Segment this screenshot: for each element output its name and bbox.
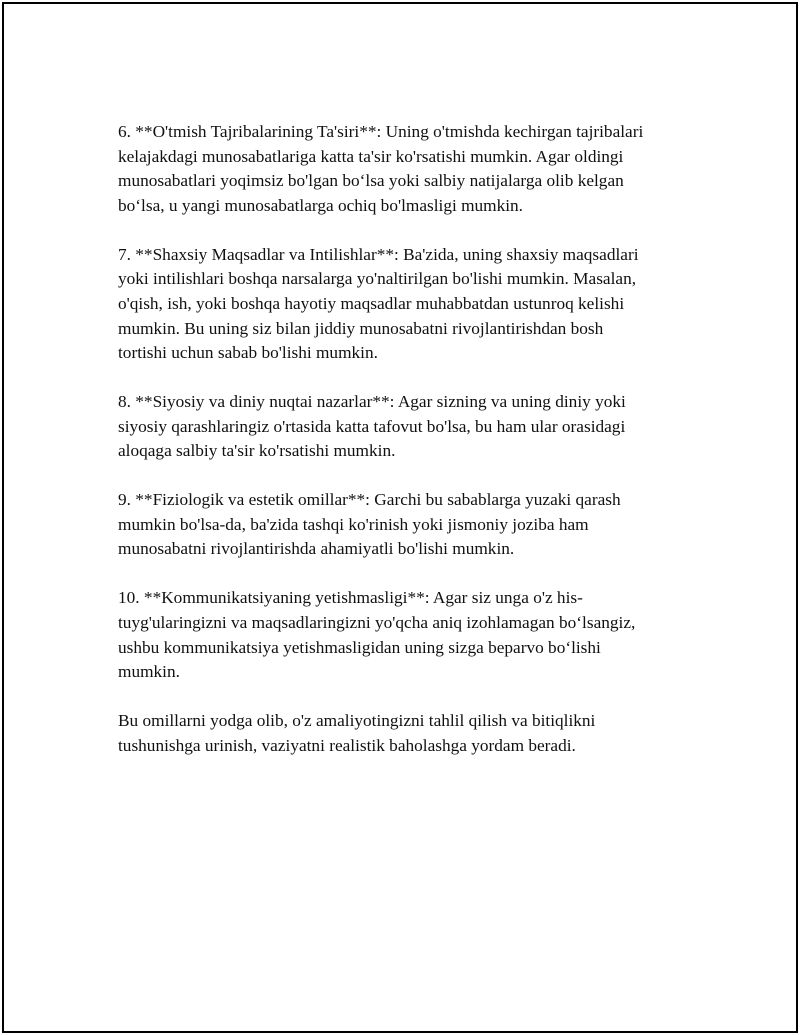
paragraph-item-8: 8. **Siyosiy va diniy nuqtai nazarlar**: Agar sizning va uning diniy yoki siyosiy qarashlaringiz o'rtasida katta tafovut bo'lsa, bu ham ular orasidagi aloqaga salbiy ta'sir ko'rsatishi mumkin. — [118, 392, 626, 461]
paragraph-item-6: 6. **O'tmish Tajribalarining Ta'siri**: Uning o'tmishda kechirgan tajribalari kelajakdagi munosabatlariga katta ta'sir ko'rsatishi mumkin. Agar oldingi munosabatlari yoqimsiz bo'lgan bo‘lsa yoki salbiy natijalarga olib kelgan bo‘lsa, u yangi munosabatlarga ochiq bo'lmasligi mumkin. — [118, 122, 644, 215]
document-page — [2, 2, 798, 1033]
paragraph-item-9: 9. **Fiziologik va estetik omillar**: Garchi bu sabablarga yuzaki qarash mumkin bo'lsa-da, ba'zida tashqi ko'rinish yoki jismoniy joziba ham munosabatni rivojlantirishda ahamiyatli bo'lishi mumkin. — [118, 490, 621, 559]
document-body — [118, 120, 708, 783]
paragraph-item-7: 7. **Shaxsiy Maqsadlar va Intilishlar**: Ba'zida, uning shaxsiy maqsadlari yoki intilishlari boshqa narsalarga yo'naltirilgan bo'lishi mumkin. Masalan, o'qish, ish, yoki boshqa hayotiy maqsadlar muhabbatdan ustunroq kelishi mumkin. Bu uning siz bilan jiddiy munosabatni rivojlantirishdan bosh tortishi uchun sabab bo'lishi mumkin. — [118, 244, 639, 363]
paragraph-conclusion: Bu omillarni yodga olib, o'z amaliyotingizni tahlil qilish va bitiqlikni tushunishga urinish, vaziyatni realistik baholashga yordam beradi. — [118, 711, 596, 755]
paragraph-item-10: 10. **Kommunikatsiyaning yetishmasligi**: Agar siz unga o'z his- tuyg'ularingizni va maqsadlaringizni yo'qcha aniq izohlamagan bo‘lsangiz, ushbu kommunikatsiya yetishmasligidan uning sizga beparvo bo‘lishi mumkin. — [118, 588, 636, 682]
